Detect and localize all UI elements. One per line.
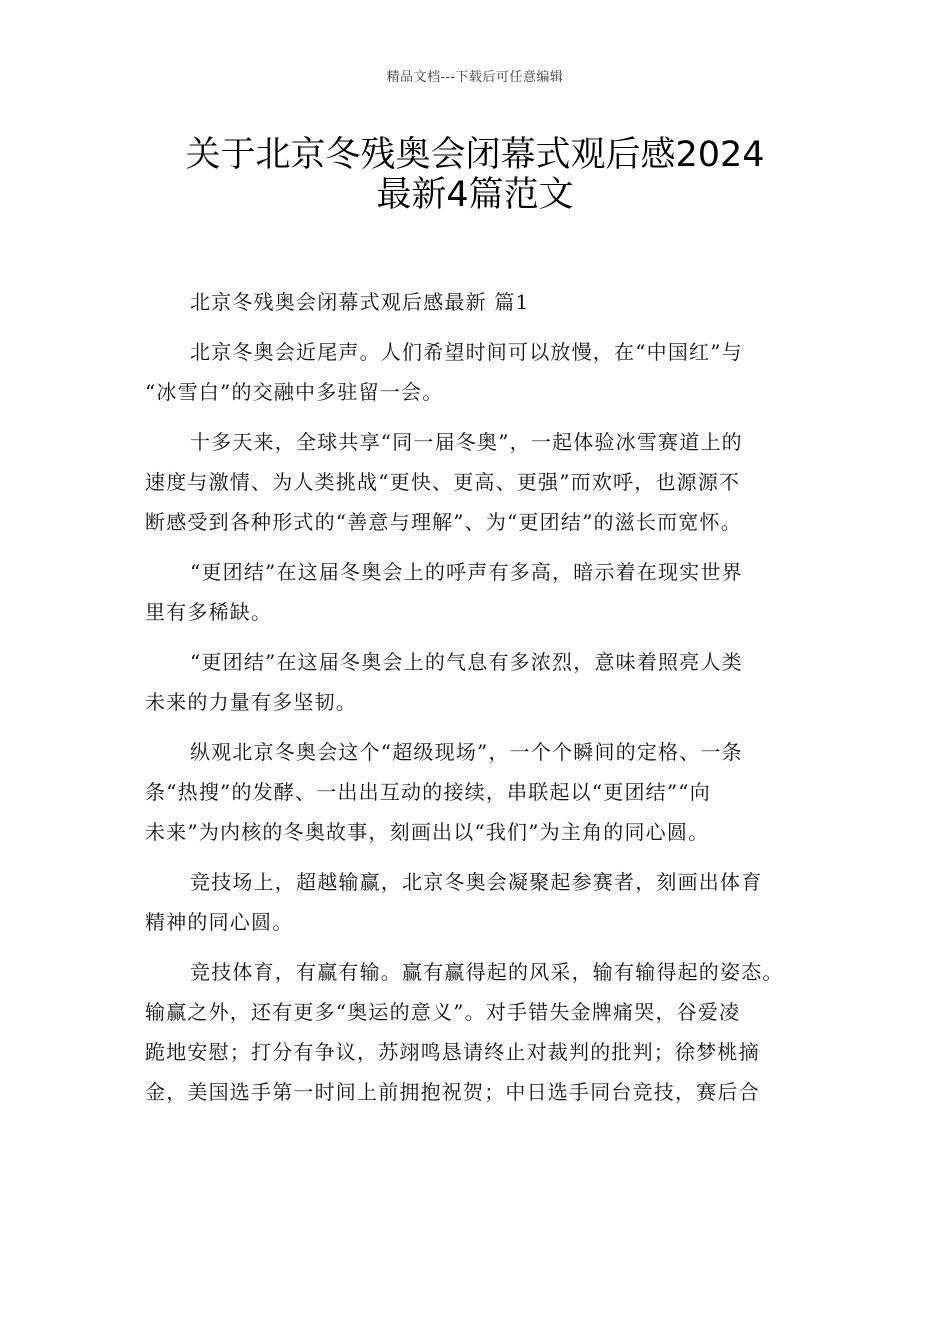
title-line-2: 最新4篇范文 xyxy=(376,175,574,215)
paragraph-line: 速度与激情、为人类挑战“更快、更高、更强”而欢呼，也源源不 xyxy=(145,470,741,494)
document-body xyxy=(145,282,825,1122)
paragraph-4 xyxy=(145,552,825,632)
paragraph-line: 跪地安慰；打分有争议，苏翊鸣恳请终止对裁判的批判；徐梦桃摘 xyxy=(145,1040,760,1064)
paragraph-line: 纵观北京冬奥会这个“超级现场”，一个个瞬间的定格、一条 xyxy=(190,740,743,764)
paragraph-line: 金，美国选手第一时间上前拥抱祝贺；中日选手同台竞技，赛后合 xyxy=(145,1080,760,1104)
paragraph-line: “冰雪白”的交融中多驻留一会。 xyxy=(145,380,444,404)
paragraph-line: 竞技场上，超越输赢，北京冬奥会凝聚起参赛者，刻画出体育 xyxy=(190,870,763,894)
paragraph-line: 十多天来，全球共享“同一届冬奥”，一起体验冰雪赛道上的 xyxy=(190,430,743,454)
paragraph-7 xyxy=(145,862,825,942)
paragraph-line: 里有多稀缺。 xyxy=(145,600,273,624)
paragraph-1 xyxy=(145,282,825,322)
paragraph-line: 未来的力量有多坚韧。 xyxy=(145,690,357,714)
paragraph-line: “更团结”在这届冬奥会上的气息有多浓烈，意味着照亮人类 xyxy=(190,650,743,674)
paragraph-line: 输赢之外，还有更多“奥运的意义”。对手错失金牌痛哭，谷爱凌 xyxy=(145,1000,741,1024)
paragraph-line: 条“热搜”的发酵、一出出互动的接续，串联起以“更团结”“向 xyxy=(145,780,711,804)
paragraph-3 xyxy=(145,422,825,542)
paragraph-line: 竞技体育，有赢有输。赢有赢得起的风采，输有输得起的姿态。 xyxy=(190,960,784,984)
paragraph-5 xyxy=(145,642,825,722)
paragraph-line: 精神的同心圆。 xyxy=(145,910,294,934)
paragraph-line: “更团结”在这届冬奥会上的呼声有多高，暗示着在现实世界 xyxy=(190,560,743,584)
paragraph-line: 北京冬奥会近尾声。人们希望时间可以放慢，在“中国红”与 xyxy=(190,340,743,364)
paragraph-line: 断感受到各种形式的“善意与理解”、为“更团结”的滋长而宽怀。 xyxy=(145,510,742,534)
header-note: 精品文档---下载后可任意编辑 xyxy=(386,70,564,85)
title-line-1: 关于北京冬残奥会闭幕式观后感2024 xyxy=(185,135,765,175)
paragraph-line: 北京冬残奥会闭幕式观后感最新 篇1 xyxy=(190,290,530,314)
document-title xyxy=(100,130,850,215)
paragraph-8 xyxy=(145,952,825,1112)
paragraph-2 xyxy=(145,332,825,412)
paragraph-line: 未来”为内核的冬奥故事，刻画出以“我们”为主角的同心圆。 xyxy=(145,820,710,844)
paragraph-6 xyxy=(145,732,825,852)
